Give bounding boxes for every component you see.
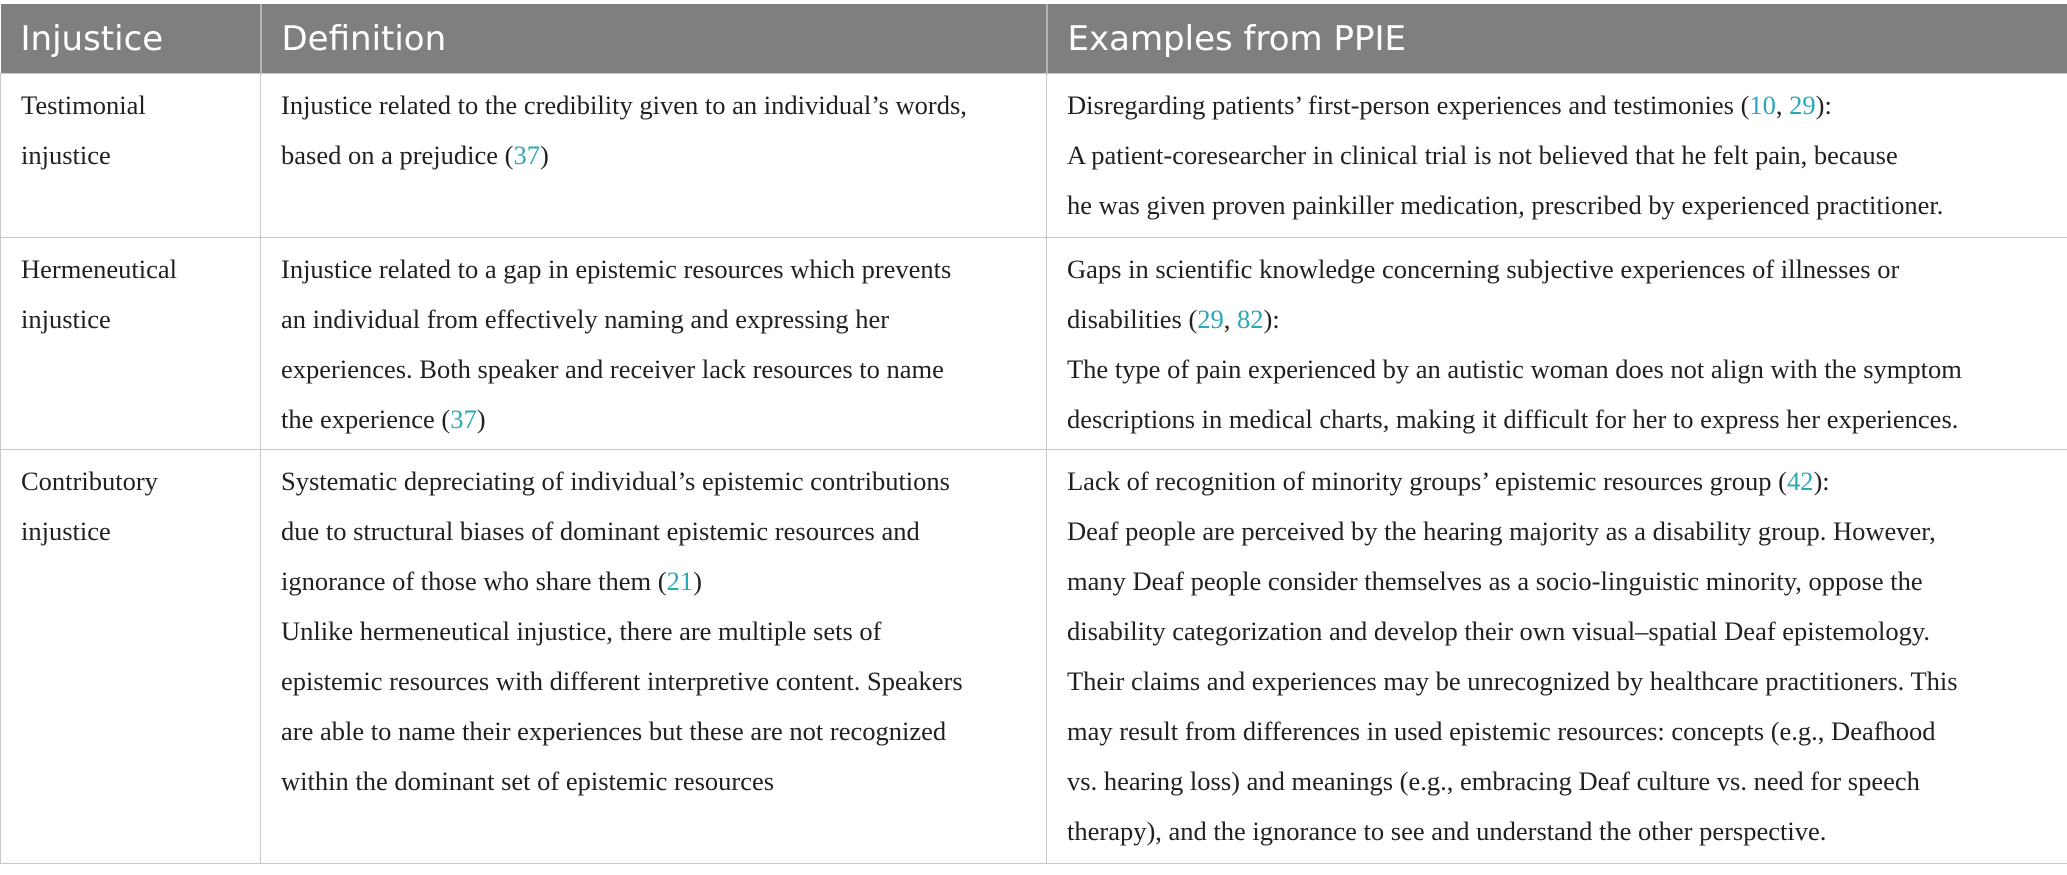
definition-line: Injustice related to the credibility given to an individual’s words, <box>281 89 967 120</box>
example-cell <box>1047 237 2067 449</box>
injustice-cell <box>1 73 261 237</box>
injustice-table <box>0 4 2067 864</box>
definition-line: within the dominant set of epistemic resources <box>281 765 775 796</box>
definition-line: an individual from effectively naming and expressing her <box>281 303 890 334</box>
injustice-name: injustice <box>21 139 111 170</box>
definition-cell <box>261 449 1047 863</box>
definition-line: epistemic resources with different interpretive content. Speakers <box>281 665 963 696</box>
reference-link[interactable]: 82 <box>1237 303 1264 334</box>
definition-cell <box>261 237 1047 449</box>
injustice-name: Testimonial <box>21 89 146 120</box>
table-row-testimonial <box>1 73 2067 237</box>
definition-line: Unlike hermeneutical injustice, there are multiple sets of <box>281 615 882 646</box>
definition-line: the experience (37) <box>281 403 486 434</box>
injustice-cell <box>1 237 261 449</box>
header-row <box>1 5 2067 73</box>
example-line: many Deaf people consider themselves as a socio-linguistic minority, oppose the <box>1067 565 1923 596</box>
injustice-name: Hermeneutical <box>21 253 177 284</box>
injustice-name: injustice <box>21 515 111 546</box>
definition-line: are able to name their experiences but these are not recognized <box>281 715 947 746</box>
reference-link[interactable]: 29 <box>1789 89 1816 120</box>
table-row-hermeneutical <box>1 237 2067 449</box>
example-line: Deaf people are perceived by the hearing majority as a disability group. However, <box>1067 515 1936 546</box>
definition-cell <box>261 73 1047 237</box>
example-line: A patient-coresearcher in clinical trial is not believed that he felt pain, because <box>1067 139 1898 170</box>
example-line: may result from differences in used epistemic resources: concepts (e.g., Deafhood <box>1067 715 1936 746</box>
definition-line: due to structural biases of dominant epistemic resources and <box>281 515 920 546</box>
header-injustice: Injustice <box>1 5 261 73</box>
example-line: The type of pain experienced by an autistic woman does not align with the symptom <box>1067 353 1962 384</box>
example-cell <box>1047 449 2067 863</box>
definition-line: experiences. Both speaker and receiver lack resources to name <box>281 353 944 384</box>
example-intro: disabilities (29, 82): <box>1067 303 1280 334</box>
definition-line: based on a prejudice (37) <box>281 139 549 170</box>
definition-line: ignorance of those who share them (21) <box>281 565 702 596</box>
example-line: vs. hearing loss) and meanings (e.g., embracing Deaf culture vs. need for speech <box>1067 765 1920 796</box>
example-intro: Disregarding patients’ first-person experiences and testimonies (10, 29): <box>1067 89 1832 120</box>
example-line: therapy), and the ignorance to see and understand the other perspective. <box>1067 815 1827 846</box>
definition-line: Systematic depreciating of individual’s epistemic contributions <box>281 465 950 496</box>
injustice-cell <box>1 449 261 863</box>
reference-link[interactable]: 21 <box>666 565 694 596</box>
example-intro: Gaps in scientific knowledge concerning subjective experiences of illnesses or <box>1067 253 1900 284</box>
example-line: he was given proven painkiller medication, prescribed by experienced practitioner. <box>1067 189 1944 220</box>
reference-link[interactable]: 37 <box>450 403 477 434</box>
example-line: Their claims and experiences may be unrecognized by healthcare practitioners. This <box>1067 665 1958 696</box>
example-intro: Lack of recognition of minority groups’ epistemic resources group (42): <box>1067 465 1830 496</box>
reference-link[interactable]: 29 <box>1197 303 1224 334</box>
definition-line: Injustice related to a gap in epistemic resources which prevents <box>281 253 952 284</box>
header-examples: Examples from PPIE <box>1047 5 2067 73</box>
injustice-name: Contributory <box>21 465 158 496</box>
example-line: disability categorization and develop their own visual–spatial Deaf epistemology. <box>1067 615 1930 646</box>
example-line: descriptions in medical charts, making it difficult for her to express her experiences. <box>1067 403 1959 434</box>
header-definition: Definition <box>261 5 1047 73</box>
injustice-name: injustice <box>21 303 111 334</box>
example-cell <box>1047 73 2067 237</box>
table-row-contributory <box>1 449 2067 863</box>
reference-link[interactable]: 37 <box>513 139 541 170</box>
reference-link[interactable]: 42 <box>1786 465 1814 496</box>
reference-link[interactable]: 10 <box>1749 89 1776 120</box>
